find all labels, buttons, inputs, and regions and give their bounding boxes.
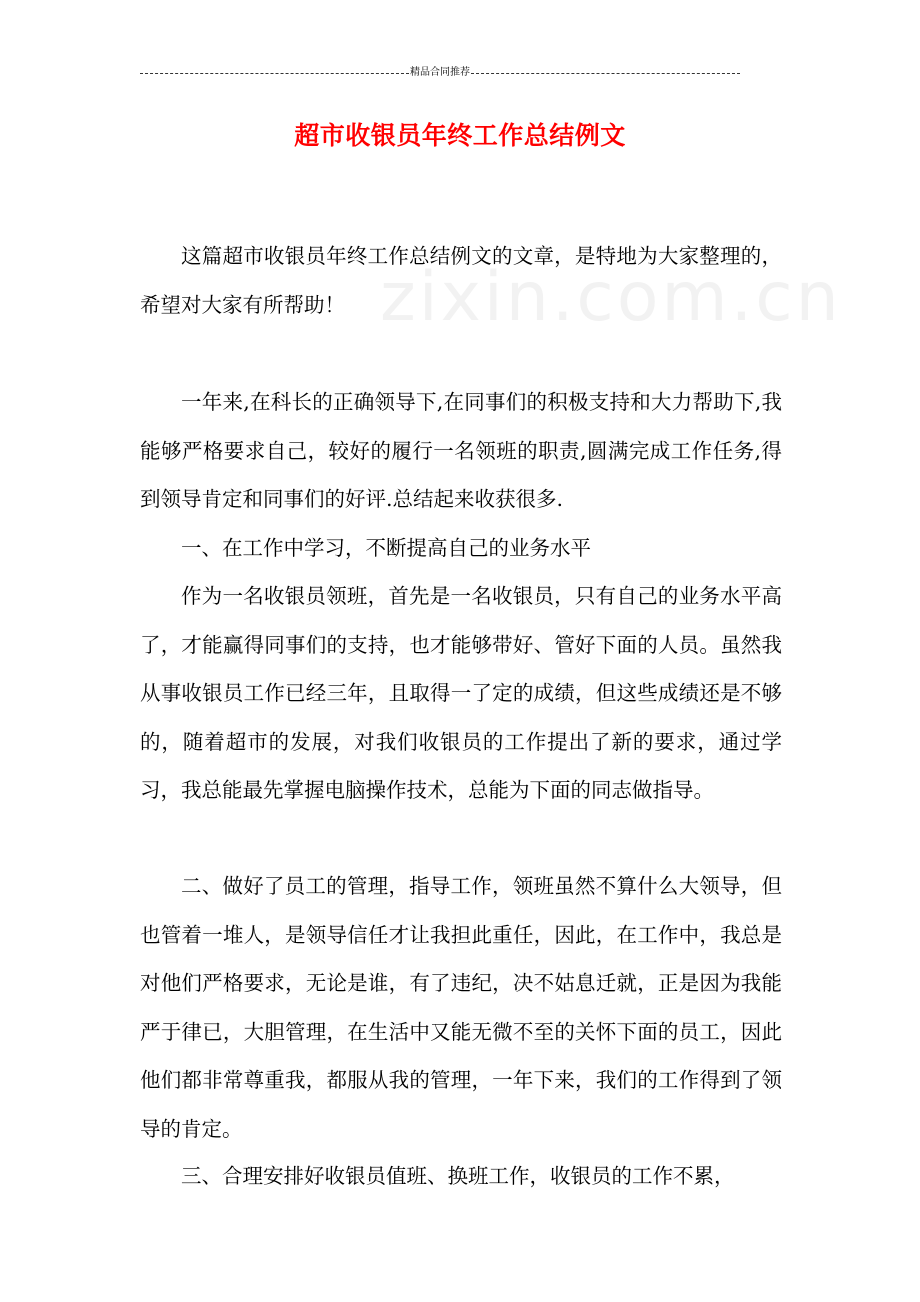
header-dash-right: [471, 73, 740, 74]
paragraph-section-2: 二、做好了员工的管理，指导工作，领班虽然不算什么大领导，但也管着一堆人，是领导信任才让我担此重任，因此，在工作中，我总是对他们严格要求，无论是谁，有了违纪，决不姑息迁就，正是因为我能严于律已，大胆管理，在生活中又能无微不至的关怀下面的员工，因此他们都非常尊重我，都服从我的管理，一年下来，我们的工作得到了领导的肯定。: [140, 874, 782, 1141]
paragraph-section-3: 三、合理安排好收银员值班、换班工作，收银员的工作不累，: [181, 1164, 735, 1188]
intro-paragraph: 这篇超市收银员年终工作总结例文的文章，是特地为大家整理的，希望对大家有所帮助！: [140, 244, 782, 317]
section-heading-1: 一、在工作中学习，不断提高自己的业务水平: [181, 536, 591, 560]
paragraph-section-1: 作为一名收银员领班，首先是一名收银员，只有自己的业务水平高了，才能赢得同事们的支持，也才能够带好、管好下面的人员。虽然我从事收银员工作已经三年，且取得一了定的成绩，但这些成绩还是不够的，随着超市的发展，对我们收银员的工作提出了新的要求，通过学习，我总能最先掌握电脑操作技术，总能为下面的同志做指导。: [140, 584, 782, 802]
paragraph-summary: 一年来,在科长的正确领导下,在同事们的积极支持和大力帮助下,我能够严格要求自己，较好的履行一名领班的职责,圆满完成工作任务,得到领导肯定和同事们的好评.总结起来收获很多.: [140, 390, 782, 511]
document-title: 超市收银员年终工作总结例文: [294, 121, 626, 150]
header-dash-left: [140, 73, 409, 74]
header-rule: [140, 66, 740, 80]
header-label: 精品合同推荐: [410, 67, 470, 78]
watermark: zixin.com.cn: [380, 258, 842, 337]
